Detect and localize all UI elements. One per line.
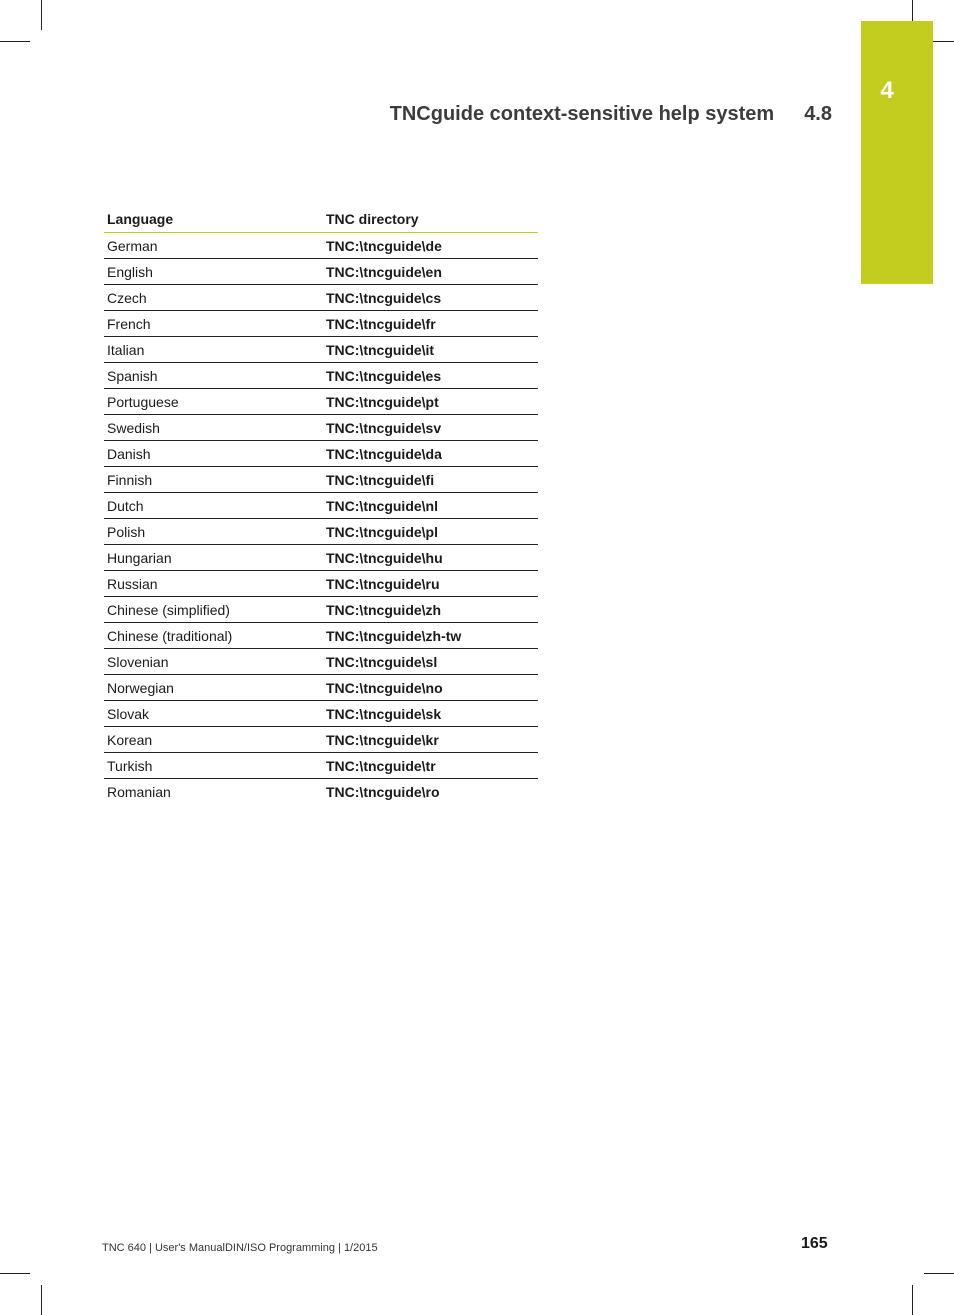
crop-mark bbox=[41, 1285, 42, 1315]
crop-mark bbox=[912, 1285, 913, 1315]
table-row bbox=[104, 493, 538, 519]
language-cell: Norwegian bbox=[104, 675, 323, 701]
crop-mark bbox=[0, 41, 30, 42]
directory-cell: TNC:\tncguide\it bbox=[323, 337, 538, 363]
directory-cell: TNC:\tncguide\ro bbox=[326, 783, 440, 800]
table-row bbox=[104, 441, 538, 467]
table-row bbox=[104, 571, 538, 597]
directory-cell: TNC:\tncguide\fr bbox=[323, 311, 538, 337]
page-number: 165 bbox=[801, 1235, 828, 1252]
crop-mark bbox=[41, 0, 42, 30]
table-row bbox=[104, 285, 538, 311]
language-cell: Italian bbox=[104, 337, 323, 363]
directory-cell: TNC:\tncguide\de bbox=[323, 233, 538, 259]
directory-cell: TNC:\tncguide\zh-tw bbox=[323, 623, 538, 649]
crop-mark bbox=[0, 1273, 30, 1274]
table-row bbox=[104, 233, 538, 259]
section-title: TNCguide context-sensitive help system bbox=[389, 103, 775, 125]
table-row bbox=[104, 389, 538, 415]
language-cell: Chinese (traditional) bbox=[104, 623, 323, 649]
language-cell: Slovenian bbox=[104, 649, 323, 675]
directory-cell: TNC:\tncguide\no bbox=[323, 675, 538, 701]
language-cell: Russian bbox=[104, 571, 323, 597]
table-row bbox=[104, 649, 538, 675]
directory-cell: TNC:\tncguide\pl bbox=[323, 519, 538, 545]
table-row bbox=[104, 363, 538, 389]
table-row bbox=[104, 467, 538, 493]
table-row bbox=[104, 753, 538, 779]
directory-cell: TNC:\tncguide\nl bbox=[323, 493, 538, 519]
language-cell: Romanian bbox=[107, 783, 171, 800]
language-cell: Portuguese bbox=[104, 389, 323, 415]
directory-cell: TNC:\tncguide\hu bbox=[323, 545, 538, 571]
directory-cell: TNC:\tncguide\sk bbox=[323, 701, 538, 727]
table-row bbox=[104, 259, 538, 285]
table-row bbox=[104, 675, 538, 701]
table-header-row bbox=[104, 207, 538, 233]
footer-text: TNC 640 | User's ManualDIN/ISO Programming | 1/2015 bbox=[102, 1242, 378, 1254]
directory-cell: TNC:\tncguide\en bbox=[323, 259, 538, 285]
chapter-number: 4 bbox=[880, 77, 894, 104]
table-row bbox=[104, 597, 538, 623]
directory-cell: TNC:\tncguide\da bbox=[323, 441, 538, 467]
directory-cell: TNC:\tncguide\sl bbox=[323, 649, 538, 675]
language-cell: French bbox=[104, 311, 323, 337]
language-directory-table bbox=[104, 207, 538, 804]
language-cell: Finnish bbox=[104, 467, 323, 493]
directory-cell: TNC:\tncguide\es bbox=[323, 363, 538, 389]
directory-cell: TNC:\tncguide\zh bbox=[323, 597, 538, 623]
language-cell: English bbox=[104, 259, 323, 285]
column-header-language: Language bbox=[104, 207, 323, 233]
chapter-tab bbox=[861, 21, 933, 284]
language-cell: Chinese (simplified) bbox=[104, 597, 323, 623]
table-row bbox=[104, 727, 538, 753]
language-cell: Spanish bbox=[104, 363, 323, 389]
directory-cell: TNC:\tncguide\sv bbox=[323, 415, 538, 441]
language-cell: Swedish bbox=[104, 415, 323, 441]
directory-cell: TNC:\tncguide\fi bbox=[323, 467, 538, 493]
language-cell: Danish bbox=[104, 441, 323, 467]
language-cell: Hungarian bbox=[104, 545, 323, 571]
directory-cell: TNC:\tncguide\tr bbox=[323, 753, 538, 779]
table-row bbox=[104, 623, 538, 649]
language-cell: Korean bbox=[104, 727, 323, 753]
column-header-directory: TNC directory bbox=[323, 207, 538, 233]
table-row bbox=[104, 415, 538, 441]
table-row bbox=[104, 701, 538, 727]
language-cell: Dutch bbox=[104, 493, 323, 519]
language-cell: German bbox=[104, 233, 323, 259]
table-row bbox=[104, 545, 538, 571]
directory-cell: TNC:\tncguide\pt bbox=[323, 389, 538, 415]
directory-cell: TNC:\tncguide\kr bbox=[323, 727, 538, 753]
language-cell: Czech bbox=[104, 285, 323, 311]
table-row bbox=[104, 311, 538, 337]
table-row bbox=[104, 779, 538, 805]
language-cell: Slovak bbox=[104, 701, 323, 727]
page-header bbox=[390, 103, 832, 126]
directory-cell: TNC:\tncguide\ru bbox=[323, 571, 538, 597]
directory-cell: TNC:\tncguide\cs bbox=[323, 285, 538, 311]
language-cell: Polish bbox=[104, 519, 323, 545]
table-row bbox=[104, 519, 538, 545]
crop-mark bbox=[924, 1273, 954, 1274]
section-number: 4.8 bbox=[804, 103, 832, 125]
language-cell: Turkish bbox=[104, 753, 323, 779]
table-row bbox=[104, 337, 538, 363]
